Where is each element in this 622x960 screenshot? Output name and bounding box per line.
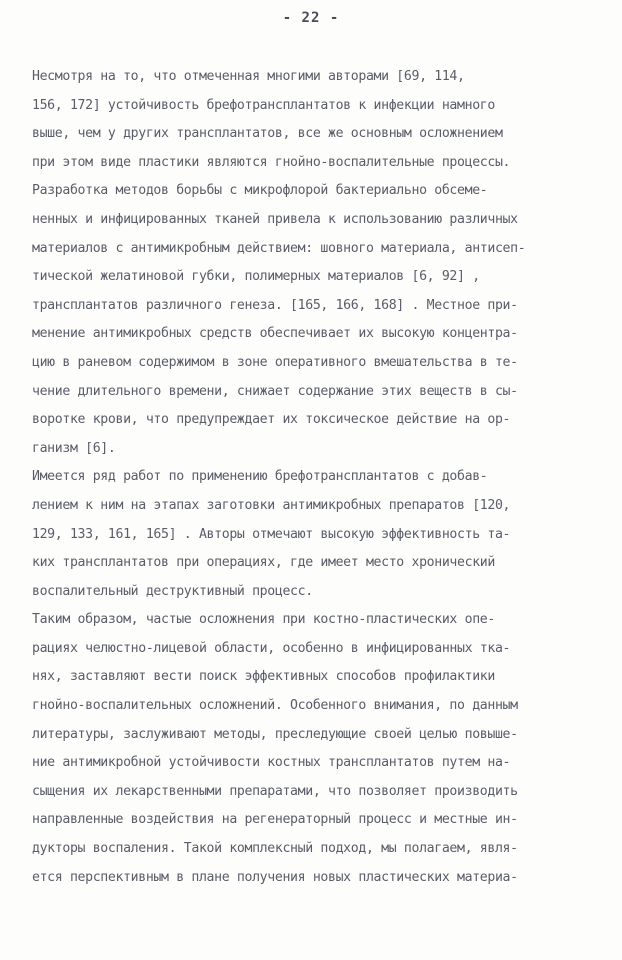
- text-line: гнойно-воспалительных осложнений. Особенного внимания, по данным: [32, 698, 518, 714]
- text-line: Несмотря на то, что отмеченная многими авторами [69, 114,: [32, 69, 465, 84]
- text-line: тической желатиновой губки, полимерных материалов [6, 92] ,: [32, 269, 480, 285]
- text-line: выше, чем у других трансплантатов, все же основным осложнением: [32, 126, 503, 142]
- text-line: воротке крови, что предупреждает их токсическое действие на ор-: [32, 412, 511, 428]
- text-line: ние антимикробной устойчивости костных трансплантатов путем на-: [32, 755, 511, 771]
- text-line: рациях челюстно-лицевой области, особенно в инфицированных тка-: [32, 640, 511, 656]
- text-line: 156, 172] устойчивость брефотрансплантатов к инфекции намного: [32, 97, 495, 113]
- page-number: - 22 -: [282, 10, 340, 26]
- text-line: направленные воздействия на регенераторный процесс и местные ин-: [32, 812, 518, 828]
- body-text: [32, 63, 592, 892]
- text-line: литературы, заслуживают методы, преследующие своей целью повыше-: [32, 726, 518, 742]
- text-line: ется перспективным в плане получения новых пластических материа-: [32, 869, 518, 885]
- text-line: воспалительный деструктивный процесс.: [32, 583, 313, 599]
- text-line: 129, 133, 161, 165] . Авторы отмечают высокую эффективность та-: [32, 526, 511, 542]
- text-line: ненных и инфицированных тканей привела к использованию различных: [32, 211, 518, 227]
- text-line: Имеется ряд работ по применению брефотрансплантатов с добав-: [32, 469, 488, 485]
- text-line: сыщения их лекарственными препаратами, что позволяет производить: [32, 783, 518, 799]
- text-line: ких трансплантатов при операциях, где имеет место хронический: [32, 555, 495, 571]
- text-line: цию в раневом содержимом в зоне оперативного вмешательства в те-: [32, 354, 518, 370]
- text-line: материалов с антимикробным действием: шовного материала, антисеп-: [32, 240, 526, 256]
- text-line: при этом виде пластики являются гнойно-воспалительные процессы.: [32, 154, 511, 170]
- text-line: ганизм [6].: [32, 440, 116, 456]
- text-line: менение антимикробных средств обеспечивает их высокую концентра-: [32, 326, 518, 342]
- text-line: нях, заставляют вести поиск эффективных способов профилактики: [32, 669, 495, 685]
- text-line: дукторы воспаления. Такой комплексный подход, мы полагаем, явля-: [32, 841, 518, 857]
- text-line: Таким образом, частые осложнения при костно-пластических опе-: [32, 612, 495, 628]
- text-line: трансплантатов различного генеза. [165, 166, 168] . Местное при-: [32, 297, 518, 313]
- text-line: Разработка методов борьбы с микрофлорой бактериально обсеме-: [32, 183, 488, 199]
- text-line: чение длительного времени, снижает содержание этих веществ в сы-: [32, 383, 518, 399]
- text-line: лением к ним на этапах заготовки антимикробных препаратов [120,: [32, 497, 511, 513]
